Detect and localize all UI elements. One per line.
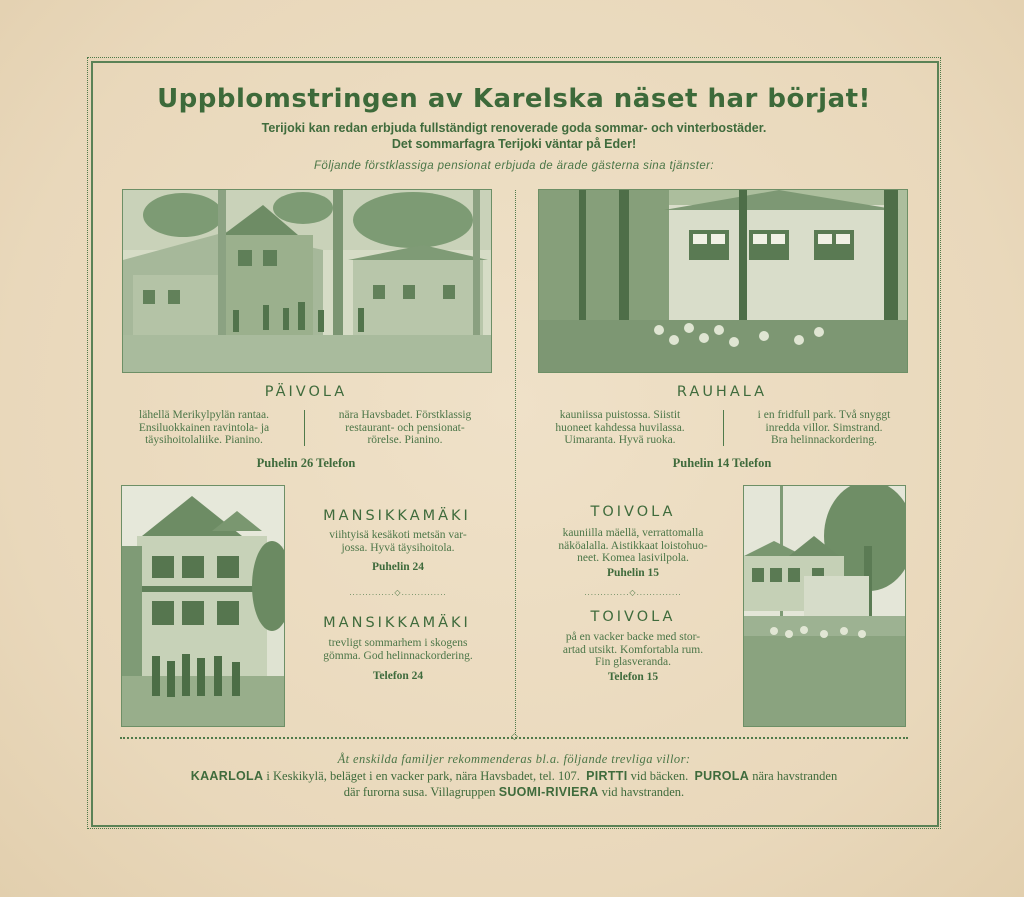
mansikkamaki-fi-phone: Puhelin 24 — [371, 561, 425, 573]
paivola-phone: Puhelin 26 Telefon — [256, 456, 356, 470]
rauhala-column-separator — [723, 410, 724, 446]
footer-intro: Åt enskilda familjer rekommenderas bl.a. följande trevliga villor: — [337, 752, 691, 766]
paivola-photo — [122, 189, 492, 373]
paivola-column-separator — [304, 410, 305, 446]
toivola-sv-name: TOIVOLA — [590, 609, 676, 625]
rauhala-desc-sv: i en fridfull park. Två snyggt inredda villor. Simstrand. Bra helinnackordering. — [757, 409, 891, 446]
mansikkamaki-photo — [121, 485, 285, 727]
toivola-separator: ..............◇.............. — [584, 588, 682, 597]
paivola-desc-sv: nära Havsbadet. Förstklassig restaurant- och pensionat- rörelse. Pianino. — [338, 409, 472, 446]
riviera-name: SUOMI-RIVIERA — [498, 785, 599, 799]
divider-ornament: ◇ — [511, 731, 518, 741]
mansikkamaki-fi-desc: viihtyisä kesäkoti metsän var- jossa. Hyvä täysihoitola. — [329, 529, 467, 554]
toivola-photo — [743, 485, 906, 727]
horizontal-dotted-divider — [120, 737, 908, 739]
mansikkamaki-sv-phone: Telefon 24 — [372, 670, 424, 682]
headline: Uppblomstringen av Karelska näset har börjat! — [157, 84, 871, 114]
footer-line-2-text: där furorna susa. Villagruppen — [343, 785, 496, 799]
rauhala-phone: Puhelin 14 Telefon — [672, 456, 772, 470]
intro-line: Följande förstklassiga pensionat erbjuda de ärade gästerna sina tjänster: — [314, 160, 714, 172]
toivola-sv-phone: Telefon 15 — [607, 671, 659, 683]
kaarlola-name: KAARLOLA — [190, 769, 264, 783]
vertical-divider — [515, 190, 516, 735]
pirtti-name: PIRTTI — [586, 769, 628, 783]
rauhala-photo — [538, 189, 908, 373]
purola-name: PUROLA — [694, 769, 750, 783]
rauhala-desc-fi: kauniissa puistossa. Siistit huoneet kahdessa huvilassa. Uimaranta. Hyvä ruoka. — [555, 409, 685, 446]
paivola-name: PÄIVOLA — [264, 384, 348, 400]
mansikkamaki-fi-name: MANSIKKAMÄKI — [323, 508, 471, 524]
footer-line-1 — [91, 769, 937, 784]
mansikkamaki-sv-name: MANSIKKAMÄKI — [323, 615, 471, 631]
paivola-desc-fi: lähellä Merikylpylän rantaa. Ensiluokkainen ravintola- ja täysihoitolaliike. Pianino. — [138, 409, 270, 446]
rauhala-name: RAUHALA — [676, 384, 768, 400]
pirtti-text: vid bäcken. — [630, 769, 689, 783]
riviera-text: vid havstranden. — [601, 785, 685, 799]
toivola-fi-phone: Puhelin 15 — [606, 567, 660, 579]
mansikkamaki-separator: ..............◇.............. — [349, 588, 447, 597]
kaarlola-text: i Keskikylä, beläget i en vacker park, nära Havsbadet, tel. 107. — [266, 769, 580, 783]
purola-text: nära havstranden — [752, 769, 838, 783]
subheadline-2: Det sommarfagra Terijoki väntar på Eder! — [391, 137, 637, 151]
toivola-fi-name: TOIVOLA — [590, 504, 676, 520]
toivola-sv-desc: på en vacker backe med stor- artad utsikt. Komfortabla rum. Fin glasveranda. — [562, 631, 704, 668]
subheadline-1: Terijoki kan redan erbjuda fullständigt renoverade goda sommar- och vinterbostäder. — [261, 121, 767, 135]
mansikkamaki-sv-desc: trevligt sommarhem i skogens gömma. God helinnackordering. — [323, 637, 473, 662]
footer-line-2 — [91, 785, 937, 800]
toivola-fi-desc: kauniilla mäellä, verrattomalla näköalalla. Aistikkaat loistohuo- neet. Komea lasivilpola. — [558, 527, 708, 564]
